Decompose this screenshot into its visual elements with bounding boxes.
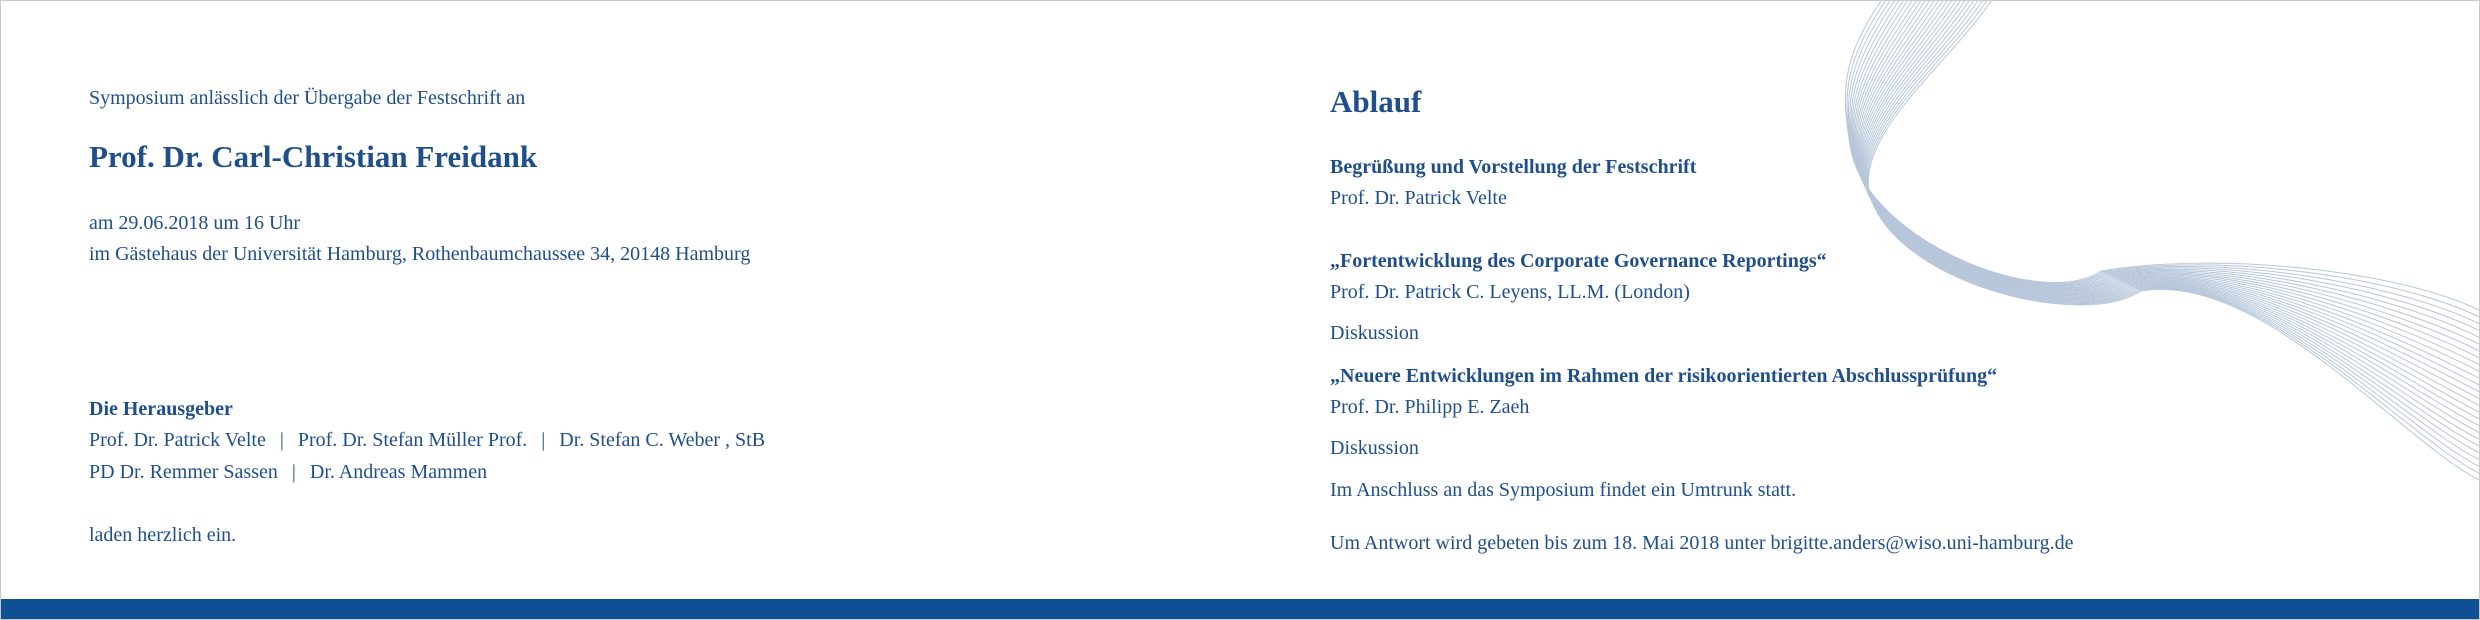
editor-name: Dr. Andreas Mammen (309, 461, 488, 483)
editor-name: Dr. Stefan C. Weber , StB (559, 429, 766, 451)
editors-row-2 (89, 456, 487, 488)
wave-line (1857, 1, 2480, 379)
invitation-text: laden herzlich ein. (89, 524, 237, 546)
honoree-name: Prof. Dr. Carl-Christian Freidank (89, 139, 538, 174)
wave-line (1858, 1, 2480, 393)
wave-line (1856, 1, 2480, 372)
intro-text: Symposium anlässlich der Übergabe der Festschrift an (89, 87, 526, 109)
reception-note: Im Anschluss an das Symposium findet ein Umtrunk statt. (1330, 479, 1797, 501)
wave-line (1855, 1, 2480, 365)
item-1-title: Begrüßung und Vorstellung der Festschrift (1330, 156, 1697, 178)
venue-line: im Gästehaus der Universität Hamburg, Rothenbaumchaussee 34, 20148 Hamburg (89, 243, 751, 265)
editor-name: PD Dr. Remmer Sassen (89, 461, 278, 483)
item-3-title: „Neuere Entwicklungen im Rahmen der risikoorientierten Abschlussprüfung“ (1330, 365, 1998, 387)
item-1-speaker: Prof. Dr. Patrick Velte (1330, 187, 1507, 209)
wave-line (1853, 1, 2480, 352)
discussion-1: Diskussion (1330, 322, 1419, 344)
item-2-title: „Fortentwicklung des Corporate Governance Reportings“ (1330, 250, 1827, 272)
schedule-title: Ablauf (1330, 84, 1422, 119)
rsvp-note: Um Antwort wird gebeten bis zum 18. Mai 2018 unter brigitte.anders@wiso.uni-hamburg.de (1330, 532, 2074, 554)
discussion-2: Diskussion (1330, 437, 1419, 459)
editor-name: Prof. Dr. Patrick Velte (89, 429, 266, 451)
separator: | (541, 429, 546, 451)
editors-heading: Die Herausgeber (89, 398, 233, 420)
separator: | (291, 461, 296, 483)
wave-line (1852, 1, 2480, 345)
editors-row-1 (89, 424, 765, 456)
wave-line (1868, 1, 2480, 481)
decorative-wave-lines (1841, 1, 2480, 601)
wave-line (1857, 1, 2480, 386)
item-2-speaker: Prof. Dr. Patrick C. Leyens, LL.M. (London) (1330, 281, 1690, 303)
footer-bar (1, 599, 2480, 619)
wave-line (1861, 1, 2480, 420)
item-3-speaker: Prof. Dr. Philipp E. Zaeh (1330, 396, 1530, 418)
separator: | (279, 429, 284, 451)
date-line: am 29.06.2018 um 16 Uhr (89, 212, 301, 234)
editor-name: Prof. Dr. Stefan Müller Prof. (297, 429, 528, 451)
